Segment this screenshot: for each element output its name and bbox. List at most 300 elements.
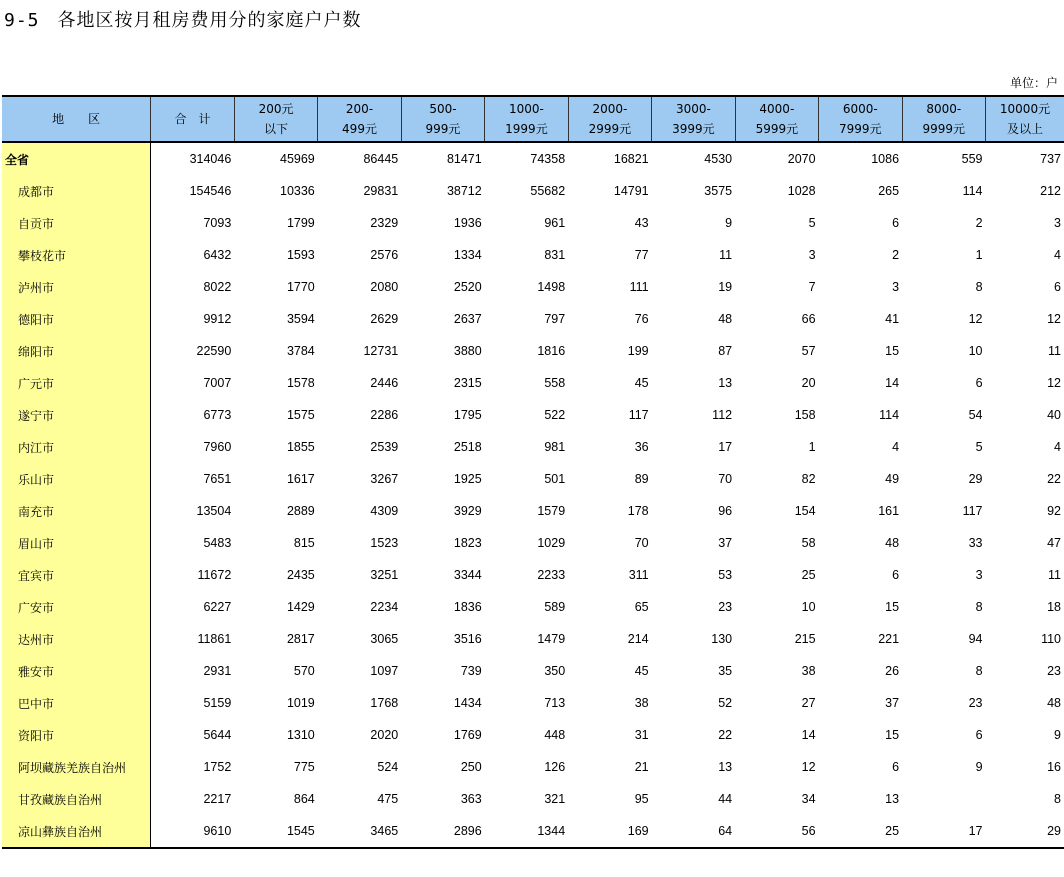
- column-header-line1: 4000-: [759, 102, 795, 116]
- value-cell: 44: [718, 792, 733, 806]
- value-cell: 12: [1047, 312, 1061, 326]
- value-cell: 34: [801, 792, 816, 806]
- table-row: [2, 591, 1064, 623]
- region-name-cell: 南充市: [2, 495, 151, 527]
- value-cell: 36: [634, 440, 649, 454]
- total-value-cell: 6227: [203, 600, 232, 614]
- value-cell: 29: [986, 815, 1064, 848]
- value-cell: 111: [629, 280, 649, 294]
- table-row: [2, 751, 1064, 783]
- value-cell: 48: [885, 536, 900, 550]
- value-cell: 3344: [453, 568, 482, 582]
- value-cell: 1768: [370, 696, 399, 710]
- table-row: [2, 815, 1064, 848]
- value-cell: 16: [1047, 760, 1061, 774]
- table-row: [2, 303, 1064, 335]
- value-cell: 524: [377, 760, 399, 774]
- value-cell: 775: [293, 760, 315, 774]
- value-cell: 82: [801, 472, 816, 486]
- value-cell: 14791: [613, 184, 649, 198]
- region-name-cell: 资阳市: [2, 719, 151, 751]
- region-name-cell: 攀枝花市: [2, 239, 151, 271]
- value-cell: 1: [808, 440, 816, 454]
- value-cell: 3575: [704, 184, 733, 198]
- value-cell: 57: [801, 344, 816, 358]
- value-cell: 448: [544, 728, 566, 742]
- value-cell: 25: [801, 568, 816, 582]
- region-name-cell: 甘孜藏族自治州: [2, 783, 151, 815]
- value-cell: 114: [962, 184, 983, 198]
- value-cell: 3465: [318, 815, 401, 848]
- column-header-range: [652, 96, 735, 142]
- region-name-cell: 德阳市: [2, 303, 151, 335]
- column-header-line1: 2000-: [592, 102, 628, 116]
- column-header-range: [234, 96, 317, 142]
- value-cell: 89: [634, 472, 649, 486]
- value-cell: 55682: [530, 184, 566, 198]
- value-cell: 14: [885, 376, 900, 390]
- value-cell: 29: [968, 472, 983, 486]
- value-cell: 2: [975, 216, 983, 230]
- column-header-line2: 999元: [425, 122, 461, 136]
- value-cell: 2070: [787, 152, 816, 166]
- value-cell: 1579: [537, 504, 566, 518]
- value-cell: 2233: [537, 568, 566, 582]
- table-row: [2, 687, 1064, 719]
- value-cell: 7: [808, 280, 816, 294]
- value-cell: 66: [801, 312, 816, 326]
- value-cell: 2286: [370, 408, 399, 422]
- value-cell: 117: [628, 408, 649, 422]
- table-row: [2, 367, 1064, 399]
- value-cell: 3: [975, 568, 983, 582]
- value-cell: 20: [801, 376, 816, 390]
- value-cell: 4309: [370, 504, 399, 518]
- value-cell: 2576: [370, 248, 399, 262]
- value-cell: 3065: [370, 632, 399, 646]
- value-cell: 45969: [280, 152, 315, 166]
- value-cell: 1545: [234, 815, 317, 848]
- value-cell: 87: [718, 344, 733, 358]
- value-cell: 114: [879, 408, 900, 422]
- total-value-cell: 7960: [203, 440, 232, 454]
- total-value-cell: 11672: [197, 568, 232, 582]
- value-cell: 96: [718, 504, 733, 518]
- value-cell: 49: [885, 472, 900, 486]
- total-value-cell: 7651: [203, 472, 232, 486]
- total-value-cell: 9610: [151, 815, 234, 848]
- total-value-cell: 7007: [203, 376, 232, 390]
- value-cell: 40: [1047, 408, 1061, 422]
- value-cell: 1770: [286, 280, 315, 294]
- column-header-line2: 499元: [342, 122, 377, 136]
- value-cell: 3880: [453, 344, 482, 358]
- value-cell: 2520: [453, 280, 482, 294]
- value-cell: 8: [975, 664, 983, 678]
- value-cell: 713: [544, 696, 566, 710]
- value-cell: 37: [718, 536, 733, 550]
- region-name-cell: 成都市: [2, 175, 151, 207]
- value-cell: 6: [1054, 280, 1061, 294]
- table-row: [2, 527, 1064, 559]
- column-header-range: [986, 96, 1064, 142]
- value-cell: 6: [892, 216, 900, 230]
- value-cell: 15: [885, 344, 900, 358]
- value-cell: 1855: [286, 440, 315, 454]
- value-cell: 2234: [370, 600, 399, 614]
- value-cell: 58: [801, 536, 816, 550]
- value-cell: 1029: [537, 536, 566, 550]
- value-cell: 15: [885, 600, 900, 614]
- value-cell: 13: [718, 760, 733, 774]
- value-cell: 3594: [286, 312, 315, 326]
- value-cell: 17: [718, 440, 733, 454]
- value-cell: 3784: [286, 344, 315, 358]
- value-cell: 169: [568, 815, 651, 848]
- value-cell: 65: [634, 600, 649, 614]
- value-cell: 1498: [537, 280, 566, 294]
- region-name-cell: 自贡市: [2, 207, 151, 239]
- region-name-cell: 巴中市: [2, 687, 151, 719]
- value-cell: 23: [968, 696, 983, 710]
- value-cell: 5: [808, 216, 816, 230]
- value-cell: 12: [968, 312, 983, 326]
- value-cell: 110: [1041, 632, 1061, 646]
- region-name-cell: 广元市: [2, 367, 151, 399]
- column-header-range: [401, 96, 484, 142]
- unit-label: 单位：户: [1009, 76, 1058, 90]
- column-header-line1: 200元: [258, 102, 294, 116]
- value-cell: 1836: [453, 600, 482, 614]
- value-cell: 4530: [704, 152, 733, 166]
- total-value-cell: 5159: [203, 696, 232, 710]
- value-cell: 1086: [871, 152, 900, 166]
- value-cell: 864: [293, 792, 315, 806]
- table-row: [2, 655, 1064, 687]
- value-cell: 18: [1047, 600, 1061, 614]
- value-cell: 311: [628, 568, 649, 582]
- region-name-cell: 绵阳市: [2, 335, 151, 367]
- table-title-text: 各地区按月租房费用分的家庭户户数: [57, 10, 362, 31]
- value-cell: 1617: [286, 472, 315, 486]
- value-cell: 16821: [613, 152, 649, 166]
- value-cell: 1097: [370, 664, 399, 678]
- table-row: [2, 399, 1064, 431]
- value-cell: 3: [1054, 216, 1061, 230]
- value-cell: 22: [1047, 472, 1061, 486]
- value-cell: 1310: [286, 728, 315, 742]
- value-cell: 589: [544, 600, 566, 614]
- value-cell: 1028: [787, 184, 816, 198]
- value-cell: 1575: [286, 408, 315, 422]
- value-cell: 6: [892, 760, 900, 774]
- value-cell: 1: [975, 248, 983, 262]
- column-header-line2: 2999元: [588, 122, 632, 136]
- column-header-line2: 3999元: [672, 122, 715, 136]
- value-cell: 797: [544, 312, 566, 326]
- column-header-range: [819, 96, 902, 142]
- value-cell: 831: [544, 248, 566, 262]
- value-cell: 19: [718, 280, 733, 294]
- value-cell: 23: [718, 600, 733, 614]
- region-name-cell: 乐山市: [2, 463, 151, 495]
- total-value-cell: 2931: [203, 664, 232, 678]
- value-cell: 3: [808, 248, 816, 262]
- table-row: [2, 271, 1064, 303]
- column-header-line1: 10000元: [999, 102, 1051, 116]
- value-cell: 95: [634, 792, 649, 806]
- value-cell: 1578: [286, 376, 315, 390]
- value-cell: 1769: [453, 728, 482, 742]
- column-header-line1: 地 区: [52, 112, 101, 126]
- statistics-table: [2, 95, 1064, 849]
- value-cell: 23: [1047, 664, 1061, 678]
- value-cell: 1344: [485, 815, 568, 848]
- region-name-cell: 全省: [2, 142, 151, 175]
- value-cell: 2817: [286, 632, 315, 646]
- value-cell: 9: [975, 760, 983, 774]
- column-header-line2: 1999元: [505, 122, 548, 136]
- value-cell: 1429: [286, 600, 315, 614]
- value-cell: 1925: [453, 472, 482, 486]
- value-cell: 2539: [370, 440, 399, 454]
- value-cell: 117: [962, 504, 983, 518]
- value-cell: 47: [1047, 536, 1061, 550]
- total-value-cell: 5483: [203, 536, 232, 550]
- value-cell: 6: [892, 568, 900, 582]
- region-name-cell: 内江市: [2, 431, 151, 463]
- value-cell: 2020: [370, 728, 399, 742]
- value-cell: 10: [801, 600, 816, 614]
- value-cell: 13: [885, 792, 900, 806]
- total-value-cell: 6432: [203, 248, 232, 262]
- value-cell: 26: [885, 664, 900, 678]
- value-cell: 48: [1047, 696, 1061, 710]
- value-cell: 2080: [370, 280, 399, 294]
- value-cell: 92: [1047, 504, 1061, 518]
- region-name-cell: 雅安市: [2, 655, 151, 687]
- value-cell: 250: [460, 760, 482, 774]
- total-value-cell: 8022: [203, 280, 232, 294]
- value-cell: 2329: [370, 216, 399, 230]
- total-value-cell: 11861: [197, 632, 232, 646]
- value-cell: 22: [718, 728, 733, 742]
- total-value-cell: 9912: [203, 312, 232, 326]
- value-cell: 33: [968, 536, 983, 550]
- value-cell: 54: [968, 408, 983, 422]
- value-cell: 161: [878, 504, 900, 518]
- table-row: [2, 175, 1064, 207]
- value-cell: 130: [711, 632, 733, 646]
- value-cell: 11: [719, 248, 733, 262]
- value-cell: 21: [634, 760, 649, 774]
- value-cell: 70: [718, 472, 733, 486]
- table-row: [2, 335, 1064, 367]
- value-cell: 2518: [453, 440, 482, 454]
- column-header-range: [485, 96, 568, 142]
- total-value-cell: 7093: [203, 216, 232, 230]
- value-cell: 3929: [453, 504, 482, 518]
- value-cell: 41: [885, 312, 900, 326]
- column-header-range: [568, 96, 651, 142]
- value-cell: 10336: [280, 184, 315, 198]
- value-cell: 1479: [537, 632, 566, 646]
- value-cell: 350: [544, 664, 566, 678]
- value-cell: 13: [718, 376, 733, 390]
- region-name-cell: 宜宾市: [2, 559, 151, 591]
- value-cell: 4: [1054, 440, 1061, 454]
- value-cell: 2: [892, 248, 900, 262]
- value-cell: 199: [627, 344, 649, 358]
- column-header-line1: 200-: [345, 102, 374, 116]
- value-cell: 38: [634, 696, 649, 710]
- region-name-cell: 广安市: [2, 591, 151, 623]
- value-cell: 8: [975, 280, 983, 294]
- value-cell: 15: [885, 728, 900, 742]
- value-cell: 1816: [537, 344, 566, 358]
- column-header-line1: 500-: [429, 102, 457, 116]
- value-cell: 48: [718, 312, 733, 326]
- table-row: [2, 207, 1064, 239]
- value-cell: 559: [961, 152, 983, 166]
- total-value-cell: 13504: [196, 504, 232, 518]
- value-cell: 2629: [370, 312, 399, 326]
- total-value-cell: 154546: [189, 184, 232, 198]
- value-cell: 214: [627, 632, 649, 646]
- value-cell: 2446: [370, 376, 399, 390]
- region-name-cell: 凉山彝族自治州: [2, 815, 151, 848]
- value-cell: 43: [634, 216, 649, 230]
- value-cell: 2889: [286, 504, 315, 518]
- value-cell: 1434: [453, 696, 482, 710]
- value-cell: 570: [293, 664, 315, 678]
- value-cell: 94: [968, 632, 983, 646]
- value-cell: 81471: [446, 152, 482, 166]
- value-cell: 1795: [453, 408, 482, 422]
- column-header-line2: 以下: [264, 122, 289, 136]
- value-cell: 4: [892, 440, 900, 454]
- value-cell: 9: [1054, 728, 1061, 742]
- value-cell: 1823: [453, 536, 482, 550]
- value-cell: 2315: [453, 376, 482, 390]
- total-value-cell: 1752: [203, 760, 232, 774]
- region-name-cell: 泸州市: [2, 271, 151, 303]
- value-cell: 737: [1040, 152, 1061, 166]
- value-cell: 11: [1048, 568, 1061, 582]
- page-title: [4, 6, 362, 32]
- value-cell: 76: [634, 312, 649, 326]
- column-header-line1: 合 计: [174, 112, 211, 126]
- region-name-cell: 阿坝藏族羌族自治州: [2, 751, 151, 783]
- column-header-range: [735, 96, 818, 142]
- value-cell: 12: [1047, 376, 1061, 390]
- table-row: [2, 783, 1064, 815]
- table-row: [2, 719, 1064, 751]
- column-header-line2: 7999元: [839, 122, 882, 136]
- value-cell: 25: [819, 815, 902, 848]
- column-header-total: [151, 96, 234, 142]
- value-cell: 981: [544, 440, 566, 454]
- column-header-line1: 6000-: [842, 102, 878, 116]
- table-row: [2, 142, 1064, 175]
- value-cell: 5: [975, 440, 983, 454]
- value-cell: 321: [544, 792, 566, 806]
- table-row: [2, 239, 1064, 271]
- region-name-cell: 遂宁市: [2, 399, 151, 431]
- value-cell: 4: [1054, 248, 1061, 262]
- value-cell: 1334: [453, 248, 482, 262]
- value-cell: 158: [794, 408, 816, 422]
- value-cell: 35: [718, 664, 733, 678]
- value-cell: 29831: [363, 184, 399, 198]
- table-row: [2, 463, 1064, 495]
- value-cell: 815: [293, 536, 315, 550]
- value-cell: 558: [544, 376, 566, 390]
- value-cell: 363: [460, 792, 482, 806]
- table-row: [2, 559, 1064, 591]
- value-cell: 31: [634, 728, 649, 742]
- value-cell: 126: [544, 760, 566, 774]
- value-cell: 77: [634, 248, 649, 262]
- column-header-range: [902, 96, 985, 142]
- table-row: [2, 431, 1064, 463]
- column-header-line2: 9999元: [922, 122, 966, 136]
- value-cell: 27: [801, 696, 816, 710]
- value-cell: 38: [801, 664, 816, 678]
- value-cell: 12: [801, 760, 816, 774]
- total-value-cell: 6773: [203, 408, 232, 422]
- value-cell: 112: [712, 408, 733, 422]
- value-cell: 2896: [401, 815, 484, 848]
- value-cell: 8: [1054, 792, 1061, 806]
- column-header-region: [2, 96, 151, 142]
- value-cell: 1523: [370, 536, 399, 550]
- value-cell: 215: [794, 632, 816, 646]
- value-cell: 10: [968, 344, 983, 358]
- value-cell: 1799: [286, 216, 315, 230]
- value-cell: 53: [718, 568, 733, 582]
- value-cell: 475: [377, 792, 399, 806]
- region-name-cell: 眉山市: [2, 527, 151, 559]
- value-cell: 1019: [286, 696, 315, 710]
- value-cell: 6: [975, 376, 983, 390]
- value-cell: 8: [975, 600, 983, 614]
- value-cell: 2435: [286, 568, 315, 582]
- value-cell: [902, 783, 985, 815]
- column-header-line2: 及以上: [1007, 122, 1044, 136]
- value-cell: 2637: [453, 312, 482, 326]
- table-body: [2, 142, 1064, 848]
- value-cell: 739: [460, 664, 482, 678]
- value-cell: 501: [544, 472, 566, 486]
- column-header-range: [318, 96, 401, 142]
- total-value-cell: 2217: [203, 792, 232, 806]
- value-cell: 3251: [370, 568, 399, 582]
- total-value-cell: 314046: [189, 152, 232, 166]
- value-cell: 86445: [363, 152, 399, 166]
- value-cell: 178: [627, 504, 649, 518]
- value-cell: 3516: [453, 632, 482, 646]
- value-cell: 38712: [446, 184, 482, 198]
- column-header-line1: 1000-: [509, 102, 544, 116]
- column-header-line2: 5999元: [755, 122, 799, 136]
- value-cell: 45: [634, 664, 649, 678]
- value-cell: 37: [885, 696, 900, 710]
- column-header-line1: 8000-: [926, 102, 962, 116]
- value-cell: 12731: [363, 344, 399, 358]
- value-cell: 3267: [370, 472, 399, 486]
- region-name-cell: 达州市: [2, 623, 151, 655]
